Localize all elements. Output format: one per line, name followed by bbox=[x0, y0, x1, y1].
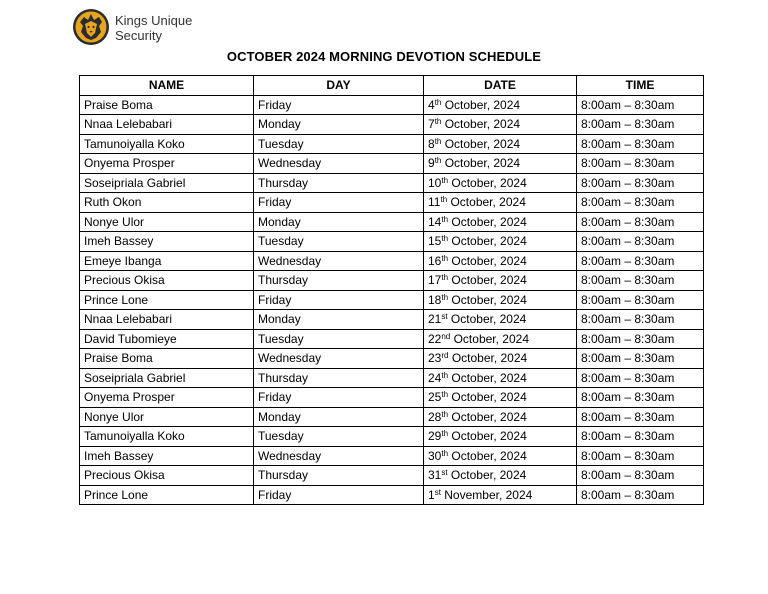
date-ordinal-suffix: th bbox=[441, 409, 449, 419]
date-month-year: October, 2024 bbox=[448, 253, 527, 268]
date-day-number: 18 bbox=[428, 292, 442, 307]
date-month-year: October, 2024 bbox=[441, 136, 521, 151]
cell-name: Nonye Ulor bbox=[80, 212, 254, 232]
cell-name: Emeye Ibanga bbox=[80, 251, 254, 271]
cell-time: 8:00am – 8:30am bbox=[577, 349, 704, 369]
cell-time: 8:00am – 8:30am bbox=[577, 115, 704, 135]
date-day-number: 10 bbox=[428, 175, 442, 190]
table-row bbox=[80, 154, 704, 174]
date-day-number: 11 bbox=[428, 195, 441, 210]
cell-name: Soseipriala Gabriel bbox=[80, 368, 254, 388]
cell-time: 8:00am – 8:30am bbox=[577, 485, 704, 505]
date-month-year: November, 2024 bbox=[440, 487, 533, 502]
cell-date bbox=[424, 212, 577, 232]
column-header-date: DATE bbox=[424, 76, 577, 96]
cell-date bbox=[424, 173, 577, 193]
cell-date bbox=[424, 485, 577, 505]
date-ordinal-suffix: th bbox=[441, 234, 449, 244]
table-row bbox=[80, 173, 704, 193]
cell-date bbox=[424, 466, 577, 486]
date-ordinal-suffix: th bbox=[441, 175, 449, 185]
column-header-name: NAME bbox=[80, 76, 254, 96]
table-row bbox=[80, 232, 704, 252]
cell-date bbox=[424, 134, 577, 154]
date-month-year: October, 2024 bbox=[447, 312, 527, 327]
cell-time: 8:00am – 8:30am bbox=[577, 427, 704, 447]
cell-day: Monday bbox=[254, 115, 424, 135]
cell-date bbox=[424, 427, 577, 447]
date-month-year: October, 2024 bbox=[448, 409, 527, 424]
table-row bbox=[80, 212, 704, 232]
table-row bbox=[80, 271, 704, 291]
cell-time: 8:00am – 8:30am bbox=[577, 232, 704, 252]
page-title: OCTOBER 2024 MORNING DEVOTION SCHEDULE bbox=[226, 49, 542, 64]
table-row bbox=[80, 427, 704, 447]
cell-name: Nonye Ulor bbox=[80, 407, 254, 427]
cell-date bbox=[424, 290, 577, 310]
table-row bbox=[80, 310, 704, 330]
cell-day: Thursday bbox=[254, 173, 424, 193]
cell-name: Precious Okisa bbox=[80, 271, 254, 291]
cell-day: Friday bbox=[254, 290, 424, 310]
date-ordinal-suffix: th bbox=[434, 136, 442, 146]
cell-day: Friday bbox=[254, 193, 424, 213]
date-ordinal-suffix: nd bbox=[441, 331, 451, 341]
date-day-number: 28 bbox=[428, 409, 442, 424]
cell-day: Friday bbox=[254, 95, 424, 115]
date-month-year: October, 2024 bbox=[448, 429, 527, 444]
table-row bbox=[80, 466, 704, 486]
cell-day: Friday bbox=[254, 485, 424, 505]
cell-name: Praise Boma bbox=[80, 95, 254, 115]
cell-time: 8:00am – 8:30am bbox=[577, 388, 704, 408]
date-month-year: October, 2024 bbox=[448, 370, 527, 385]
date-month-year: October, 2024 bbox=[441, 156, 521, 171]
cell-day: Tuesday bbox=[254, 427, 424, 447]
date-month-year: October, 2024 bbox=[448, 273, 527, 288]
table-row bbox=[80, 368, 704, 388]
date-ordinal-suffix: th bbox=[441, 370, 449, 380]
cell-name: Onyema Prosper bbox=[80, 388, 254, 408]
cell-day: Wednesday bbox=[254, 446, 424, 466]
date-ordinal-suffix: th bbox=[441, 390, 449, 400]
cell-date bbox=[424, 329, 577, 349]
date-ordinal-suffix: th bbox=[434, 117, 442, 127]
cell-date bbox=[424, 115, 577, 135]
cell-name: Nnaa Lelebabari bbox=[80, 115, 254, 135]
date-ordinal-suffix: th bbox=[441, 429, 449, 439]
date-month-year: October, 2024 bbox=[448, 292, 527, 307]
schedule-table bbox=[79, 75, 704, 505]
cell-time: 8:00am – 8:30am bbox=[577, 290, 704, 310]
cell-name: Nnaa Lelebabari bbox=[80, 310, 254, 330]
cell-day: Wednesday bbox=[254, 154, 424, 174]
cell-time: 8:00am – 8:30am bbox=[577, 368, 704, 388]
cell-name: Precious Okisa bbox=[80, 466, 254, 486]
cell-day: Monday bbox=[254, 212, 424, 232]
cell-day: Thursday bbox=[254, 368, 424, 388]
date-month-year: October, 2024 bbox=[447, 468, 527, 483]
date-ordinal-suffix: rd bbox=[441, 351, 449, 361]
column-header-day: DAY bbox=[254, 76, 424, 96]
cell-day: Tuesday bbox=[254, 134, 424, 154]
date-month-year: October, 2024 bbox=[450, 331, 529, 346]
date-day-number: 29 bbox=[428, 429, 442, 444]
table-row bbox=[80, 95, 704, 115]
cell-name: Soseipriala Gabriel bbox=[80, 173, 254, 193]
cell-date bbox=[424, 349, 577, 369]
cell-time: 8:00am – 8:30am bbox=[577, 193, 704, 213]
date-day-number: 23 bbox=[428, 351, 442, 366]
date-day-number: 25 bbox=[428, 390, 442, 405]
table-row bbox=[80, 290, 704, 310]
date-ordinal-suffix: th bbox=[441, 273, 449, 283]
date-ordinal-suffix: st bbox=[441, 468, 448, 478]
cell-date bbox=[424, 446, 577, 466]
date-day-number: 7 bbox=[428, 117, 435, 132]
cell-time: 8:00am – 8:30am bbox=[577, 310, 704, 330]
logo-line-2: Security bbox=[115, 28, 162, 43]
table-row bbox=[80, 446, 704, 466]
date-ordinal-suffix: th bbox=[441, 448, 449, 458]
logo-line-1: Kings Unique bbox=[115, 13, 193, 28]
cell-time: 8:00am – 8:30am bbox=[577, 154, 704, 174]
table-row bbox=[80, 485, 704, 505]
table-row bbox=[80, 407, 704, 427]
date-ordinal-suffix: th bbox=[441, 253, 449, 263]
table-row bbox=[80, 329, 704, 349]
date-ordinal-suffix: st bbox=[434, 487, 441, 497]
date-day-number: 14 bbox=[428, 214, 442, 229]
table-row bbox=[80, 388, 704, 408]
date-day-number: 31 bbox=[428, 468, 442, 483]
date-ordinal-suffix: st bbox=[441, 312, 448, 322]
cell-name: Ruth Okon bbox=[80, 193, 254, 213]
date-day-number: 17 bbox=[428, 273, 442, 288]
table-row bbox=[80, 193, 704, 213]
cell-day: Monday bbox=[254, 407, 424, 427]
date-month-year: October, 2024 bbox=[447, 195, 526, 210]
cell-name: Imeh Bassey bbox=[80, 446, 254, 466]
cell-time: 8:00am – 8:30am bbox=[577, 134, 704, 154]
cell-day: Tuesday bbox=[254, 232, 424, 252]
cell-date bbox=[424, 193, 577, 213]
cell-day: Friday bbox=[254, 388, 424, 408]
cell-date bbox=[424, 368, 577, 388]
cell-date bbox=[424, 251, 577, 271]
date-ordinal-suffix: th bbox=[440, 195, 448, 205]
date-day-number: 16 bbox=[428, 253, 442, 268]
cell-date bbox=[424, 388, 577, 408]
cell-day: Tuesday bbox=[254, 329, 424, 349]
cell-time: 8:00am – 8:30am bbox=[577, 212, 704, 232]
date-month-year: October, 2024 bbox=[448, 351, 528, 366]
cell-time: 8:00am – 8:30am bbox=[577, 407, 704, 427]
cell-date bbox=[424, 407, 577, 427]
date-month-year: October, 2024 bbox=[448, 390, 527, 405]
cell-name: Praise Boma bbox=[80, 349, 254, 369]
table-header-row bbox=[80, 76, 704, 96]
cell-day: Wednesday bbox=[254, 251, 424, 271]
cell-day: Thursday bbox=[254, 271, 424, 291]
cell-date bbox=[424, 232, 577, 252]
cell-date bbox=[424, 154, 577, 174]
date-ordinal-suffix: th bbox=[434, 156, 442, 166]
cell-time: 8:00am – 8:30am bbox=[577, 466, 704, 486]
cell-time: 8:00am – 8:30am bbox=[577, 446, 704, 466]
cell-time: 8:00am – 8:30am bbox=[577, 329, 704, 349]
cell-name: David Tubomieye bbox=[80, 329, 254, 349]
date-day-number: 24 bbox=[428, 370, 442, 385]
cell-day: Wednesday bbox=[254, 349, 424, 369]
cell-day: Thursday bbox=[254, 466, 424, 486]
lion-head-icon bbox=[72, 8, 110, 46]
date-month-year: October, 2024 bbox=[448, 234, 527, 249]
date-ordinal-suffix: th bbox=[441, 292, 449, 302]
cell-name: Prince Lone bbox=[80, 290, 254, 310]
cell-time: 8:00am – 8:30am bbox=[577, 173, 704, 193]
date-day-number: 22 bbox=[428, 331, 442, 346]
table-row bbox=[80, 134, 704, 154]
date-day-number: 1 bbox=[428, 487, 435, 502]
date-month-year: October, 2024 bbox=[441, 117, 521, 132]
cell-name: Onyema Prosper bbox=[80, 154, 254, 174]
schedule-body bbox=[80, 95, 704, 505]
date-month-year: October, 2024 bbox=[448, 214, 527, 229]
cell-name: Imeh Bassey bbox=[80, 232, 254, 252]
date-month-year: October, 2024 bbox=[448, 448, 527, 463]
cell-time: 8:00am – 8:30am bbox=[577, 271, 704, 291]
cell-date bbox=[424, 310, 577, 330]
column-header-time: TIME bbox=[577, 76, 704, 96]
cell-name: Tamunoiyalla Koko bbox=[80, 427, 254, 447]
cell-date bbox=[424, 95, 577, 115]
cell-date bbox=[424, 271, 577, 291]
date-day-number: 15 bbox=[428, 234, 442, 249]
date-day-number: 4 bbox=[428, 97, 435, 112]
logo-wordmark bbox=[115, 13, 192, 43]
table-row bbox=[80, 349, 704, 369]
date-day-number: 30 bbox=[428, 448, 442, 463]
cell-name: Prince Lone bbox=[80, 485, 254, 505]
table-row bbox=[80, 251, 704, 271]
cell-day: Monday bbox=[254, 310, 424, 330]
date-month-year: October, 2024 bbox=[448, 175, 527, 190]
date-day-number: 8 bbox=[428, 136, 435, 151]
table-row bbox=[80, 115, 704, 135]
cell-time: 8:00am – 8:30am bbox=[577, 251, 704, 271]
date-month-year: October, 2024 bbox=[441, 97, 521, 112]
date-day-number: 21 bbox=[428, 312, 442, 327]
cell-time: 8:00am – 8:30am bbox=[577, 95, 704, 115]
date-day-number: 9 bbox=[428, 156, 435, 171]
company-logo bbox=[72, 8, 232, 48]
cell-name: Tamunoiyalla Koko bbox=[80, 134, 254, 154]
date-ordinal-suffix: th bbox=[434, 97, 442, 107]
date-ordinal-suffix: th bbox=[441, 214, 449, 224]
